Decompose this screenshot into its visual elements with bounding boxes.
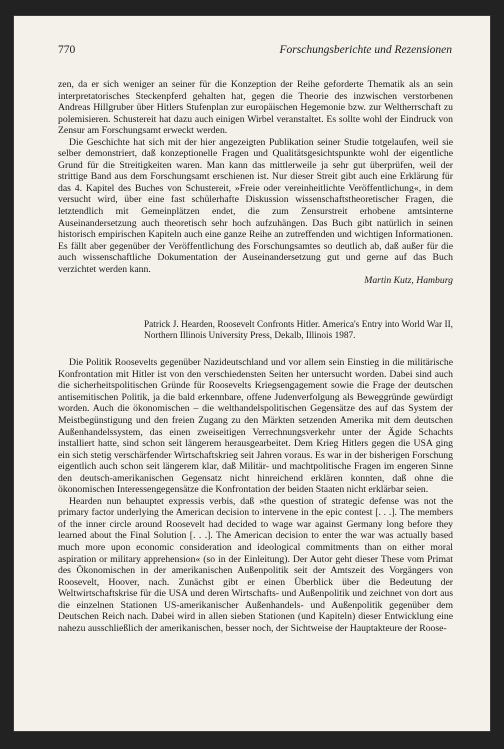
reviewer-signature: Martin Kutz, Hamburg [364, 275, 453, 287]
page-number: 770 [58, 44, 76, 56]
paragraph: zen, da er sich weniger an seiner für die Konzeption der Reihe geforderte Thematik als an sein interpretatorisches Steckenpferd gehalten hat, gegen die Theorie des inzwischen verstorbenen Andreas Hillgruber über Hitlers Stufenplan zur europäischen Hegemonie bzw. zur Weltherrschaft zu polemisieren. Schustereit hat dazu auch einigen Wirbel veranstaltet. Es sollte wohl der Eindruck von Zensur am Forschungsamt erweckt werden. [58, 79, 453, 137]
paragraph: Hearden nun behauptet expressis verbis, daß »the question of strategic defense was not the primary factor underlying the American decision to intervene in the epic contest [. . .]. The members of the inner circle around Roosevelt had decided to wage war against Germany long before they learned about the Final Solution [. . .]. The American decision to enter the war was actually based much more upon economic consideration and ideological commitments than on either moral aspiration or military apprehension« (so in der Einleitung). Der Autor geht dieser These vom Primat des Ökonomischen in der amerikanischen Außenpolitik seit der Amtszeit des Vorgängers von Roosevelt, Hoover, nach. Zunächst gibt er einen Überblick über die Bedeutung der Weltwirtschaftskrise für die USA und deren Wirtschafts- und Außenpolitik und zeichnet von dort aus die einzelnen Stationen US-amerikanischer Außenhandels- und Außenpolitik gegenüber dem Deutschen Reich nach. Dabei wird in allen sieben Stationen (und Kapiteln) dieser Entwicklung eine nahezu ausschließlich der amerikanischen, besser noch, der Sichtweise der Hauptakteure der Roose- [58, 495, 453, 634]
page-header [58, 44, 452, 58]
paragraph: Die Politik Roosevelts gegenüber Nazideutschland und vor allem sein Einstieg in die militärische Konfrontation mit Hitler ist von den verschiedensten Seiten her untersucht worden. Dabei sind auch die sicherheitspolitischen Gründe für Roosevelts Kriegsengagement sowie die Frage der deutschen antisemitischen Politik, ja die bald erkennbare, offene Judenverfolgung als Beweggründe gewürdigt worden. Auch die ökonomischen – die welthandelspolitischen Gegensätze des auf das System der Meistbegünstigung und den freien Zugang zu den Märkten setzenden Amerika mit dem deutschen Außenhandelssystem, das einen zweiseitigen Verrechnungsverkehr unter der Ägide Schachts installiert hatte, sind schon seit längerem herausgearbeitet. Dem Krieg Hitlers gegen die USA ging ein sich stetig verschärfender Wirtschaftskrieg seit Jahren voraus. Es war in der bisherigen Forschung eigentlich auch schon seit längerem klar, daß Militär- und machtpolitische Fragen im engeren Sinne den deutsch-amerikanischen Gegensatz nicht hinreichend erklären konnten, daß ohne die ökonomischen Interessengegensätze die Konfrontation der beiden Staaten nicht erklärbar seien. [58, 357, 453, 496]
review-bibliography: Patrick J. Hearden, Roosevelt Confronts Hitler. America's Entry into World War II, Northern Illinois University Press, Dekalb, Illinois 1987. [144, 319, 453, 342]
paragraph: Die Geschichte hat sich mit der hier angezeigten Publikation seiner Studie totgelaufen, weil sie selber demonstriert, daß konzeptionelle Fragen und Qualitätsgesichtspunkte wohl der eigentliche Grund für die Streitigkeiten waren. Man kann das mittlerweile ja sehr gut überprüfen, weil der strittige Band aus dem Forschungsamt erschienen ist. Nur dieser Streit gibt auch eine Erklärung für das 4. Kapitel des Buches von Schustereit, »Freie oder vereinheitlichte Veröffentlichung«, in dem versucht wird, über eine fast schülerhafte Diskussion wissenschaftstheoretischer Fragen, die letztendlich mit Gemeinplätzen endet, die zum Zensurstreit erhobene amtsinterne Auseinandersetzung auch theoretisch sehr hoch aufzuhängen. Das Buch gibt natürlich in seinen historisch empirischen Kapiteln auch eine ganze Reihe an zutreffenden und wichtigen Informationen. Es fällt aber gegenüber der Veröffentlichung des Forschungsamtes so deutlich ab, daß außer für die auch wissenschaftliche Dokumentation der Auseinandersetzung gut und gerne auf das Buch verzichtet werden kann. [58, 136, 453, 275]
running-head: Forschungsberichte und Rezensionen [279, 44, 452, 56]
book-page [14, 16, 490, 731]
page-body [58, 79, 453, 634]
